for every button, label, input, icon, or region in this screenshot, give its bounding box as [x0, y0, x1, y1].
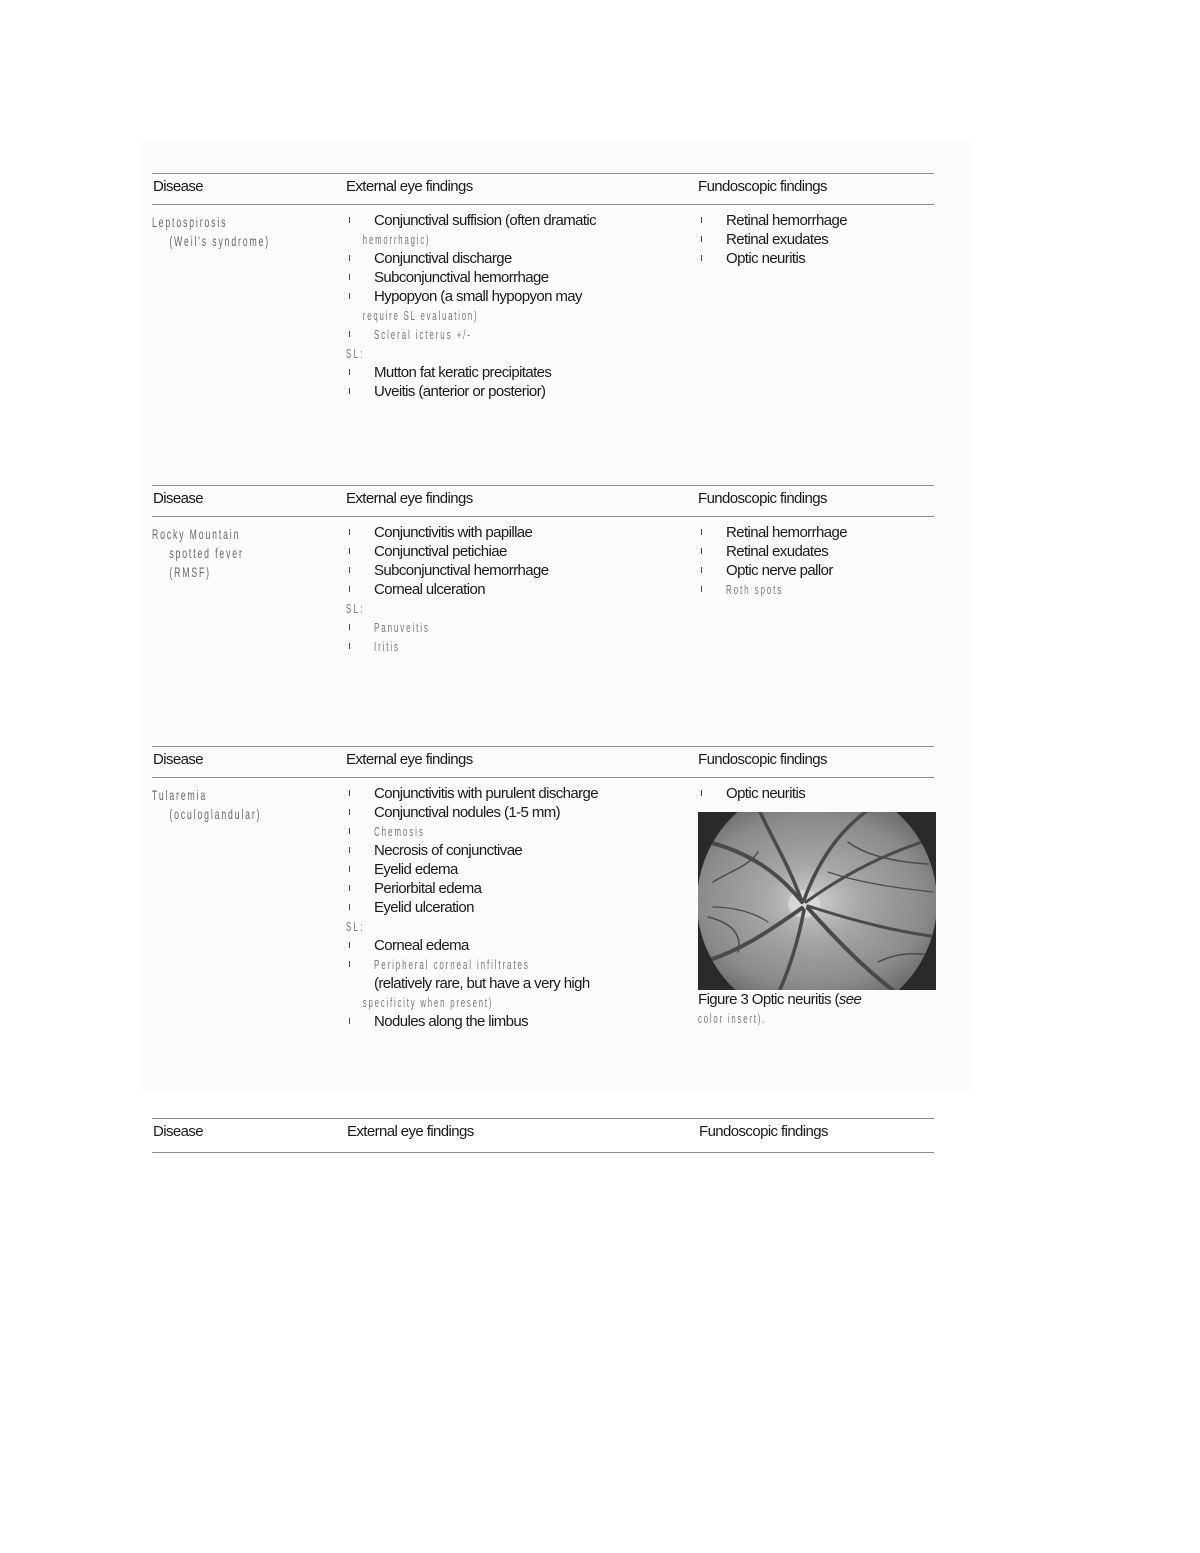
- list-item-continuation: specificity when present): [362, 995, 494, 1010]
- list-item: ı Retinal exudates: [700, 231, 829, 248]
- header-external: External eye findings: [346, 178, 473, 195]
- table-section-tularemia: [152, 746, 934, 1030]
- bullet-icon: ı: [700, 526, 703, 538]
- list-item-continuation: (relatively rare, but have a very high: [374, 975, 590, 992]
- list-item: ı Conjunctivitis with papillae: [348, 524, 533, 541]
- list-item: ı Conjunctivitis with purulent discharge: [348, 785, 598, 802]
- bullet-icon: ı: [348, 844, 351, 856]
- external-findings-list: [346, 523, 549, 656]
- bullet-icon: ı: [348, 290, 351, 302]
- bullet-icon: ı: [348, 825, 351, 837]
- bullet-icon: ı: [348, 328, 351, 340]
- header-disease: Disease: [153, 178, 203, 195]
- bullet-icon: ı: [700, 787, 703, 799]
- bullet-icon: ı: [348, 901, 351, 913]
- sl-label: SL:: [346, 601, 365, 616]
- list-item: ı Periorbital edema: [348, 880, 482, 897]
- list-item: ı Subconjunctival hemorrhage: [348, 269, 549, 286]
- bullet-icon: ı: [348, 385, 351, 397]
- list-item: ı Panuveitis: [348, 620, 430, 635]
- list-item: ı Peripheral corneal infiltrates: [348, 957, 530, 972]
- table-header: [152, 485, 934, 517]
- disease-name: Rocky Mountain spotted fever (RMSF): [152, 526, 244, 580]
- list-item: ı Chemosis: [348, 824, 425, 839]
- bullet-icon: ı: [348, 214, 351, 226]
- bullet-icon: ı: [348, 806, 351, 818]
- list-item: ı Conjunctival discharge: [348, 250, 512, 267]
- list-item: ı Iritis: [348, 639, 400, 654]
- list-item: ı Uveitis (anterior or posterior): [348, 383, 546, 400]
- list-item: ı Optic neuritis: [700, 250, 806, 267]
- bullet-icon: ı: [348, 958, 351, 970]
- bullet-icon: ı: [348, 621, 351, 633]
- header-disease: Disease: [153, 490, 203, 507]
- bullet-icon: ı: [700, 545, 703, 557]
- list-item: ı Conjunctival suffision (often dramatic: [348, 212, 597, 229]
- header-fundoscopic: Fundoscopic findings: [698, 178, 827, 195]
- bullet-icon: ı: [700, 252, 703, 264]
- fundoscopic-findings-list: [698, 784, 805, 803]
- list-item: ı Retinal hemorrhage: [700, 524, 847, 541]
- list-item: ı Scleral icterus +/-: [348, 327, 472, 342]
- list-item: ı Retinal hemorrhage: [700, 212, 847, 229]
- table-section-leptospirosis: [152, 173, 934, 400]
- bullet-icon: ı: [348, 939, 351, 951]
- header-external: External eye findings: [347, 1123, 474, 1140]
- header-external: External eye findings: [346, 751, 473, 768]
- bullet-icon: ı: [348, 252, 351, 264]
- list-item: ı Corneal edema: [348, 937, 469, 954]
- list-item: ı Eyelid edema: [348, 861, 458, 878]
- bullet-icon: ı: [348, 863, 351, 875]
- bullet-icon: ı: [700, 233, 703, 245]
- list-item: ı Retinal exudates: [700, 543, 829, 560]
- bullet-icon: ı: [700, 564, 703, 576]
- table-header: [152, 746, 934, 778]
- list-item: ı Eyelid ulceration: [348, 899, 474, 916]
- bullet-icon: ı: [348, 271, 351, 283]
- sl-label: SL:: [346, 919, 365, 934]
- list-item: ı Mutton fat keratic precipitates: [348, 364, 552, 381]
- list-item: ı Subconjunctival hemorrhage: [348, 562, 549, 579]
- fundoscopic-findings-list: [698, 211, 847, 268]
- list-item: ı Conjunctival petichiae: [348, 543, 507, 560]
- fundus-photograph: [698, 812, 936, 990]
- list-item: ı Hypopyon (a small hypopyon may: [348, 288, 582, 305]
- list-item: ı Roth spots: [700, 582, 784, 597]
- header-fundoscopic: Fundoscopic findings: [698, 490, 827, 507]
- bullet-icon: ı: [348, 640, 351, 652]
- figure-caption: Figure 3 Optic neuritis (see color insert).: [698, 991, 862, 1026]
- list-item: ı Conjunctival nodules (1-5 mm): [348, 804, 561, 821]
- fundoscopic-findings-list: [698, 523, 847, 599]
- list-item: ı Nodules along the limbus: [348, 1013, 529, 1030]
- list-item: ı Optic nerve pallor: [700, 562, 833, 579]
- header-disease: Disease: [153, 751, 203, 768]
- list-item: ı Corneal ulceration: [348, 581, 485, 598]
- table-header: [152, 1118, 934, 1153]
- bullet-icon: ı: [348, 366, 351, 378]
- bullet-icon: ı: [348, 545, 351, 557]
- bullet-icon: ı: [348, 787, 351, 799]
- bullet-icon: ı: [700, 583, 703, 595]
- bullet-icon: ı: [348, 1015, 351, 1027]
- list-item-continuation: hemorrhagic): [362, 232, 431, 247]
- bullet-icon: ı: [348, 564, 351, 576]
- header-external: External eye findings: [346, 490, 473, 507]
- external-findings-list: [346, 211, 596, 401]
- table-header: [152, 173, 934, 205]
- header-fundoscopic: Fundoscopic findings: [698, 751, 827, 768]
- header-disease: Disease: [153, 1123, 203, 1140]
- table-section-next: [152, 1118, 934, 1153]
- external-findings-list: [346, 784, 625, 1031]
- bullet-icon: ı: [348, 882, 351, 894]
- bullet-icon: ı: [348, 526, 351, 538]
- bullet-icon: ı: [348, 583, 351, 595]
- bullet-icon: ı: [700, 214, 703, 226]
- table-section-rmsf: [152, 485, 934, 654]
- list-item: ı Optic neuritis: [700, 785, 806, 802]
- disease-name: Leptospirosis (Weil's syndrome): [152, 214, 271, 249]
- header-fundoscopic: Fundoscopic findings: [699, 1123, 828, 1140]
- list-item: ı Necrosis of conjunctivae: [348, 842, 523, 859]
- sl-label: SL:: [346, 346, 365, 361]
- list-item-continuation: require SL evaluation): [362, 308, 479, 323]
- disease-name: Tularemia (oculoglandular): [152, 787, 262, 822]
